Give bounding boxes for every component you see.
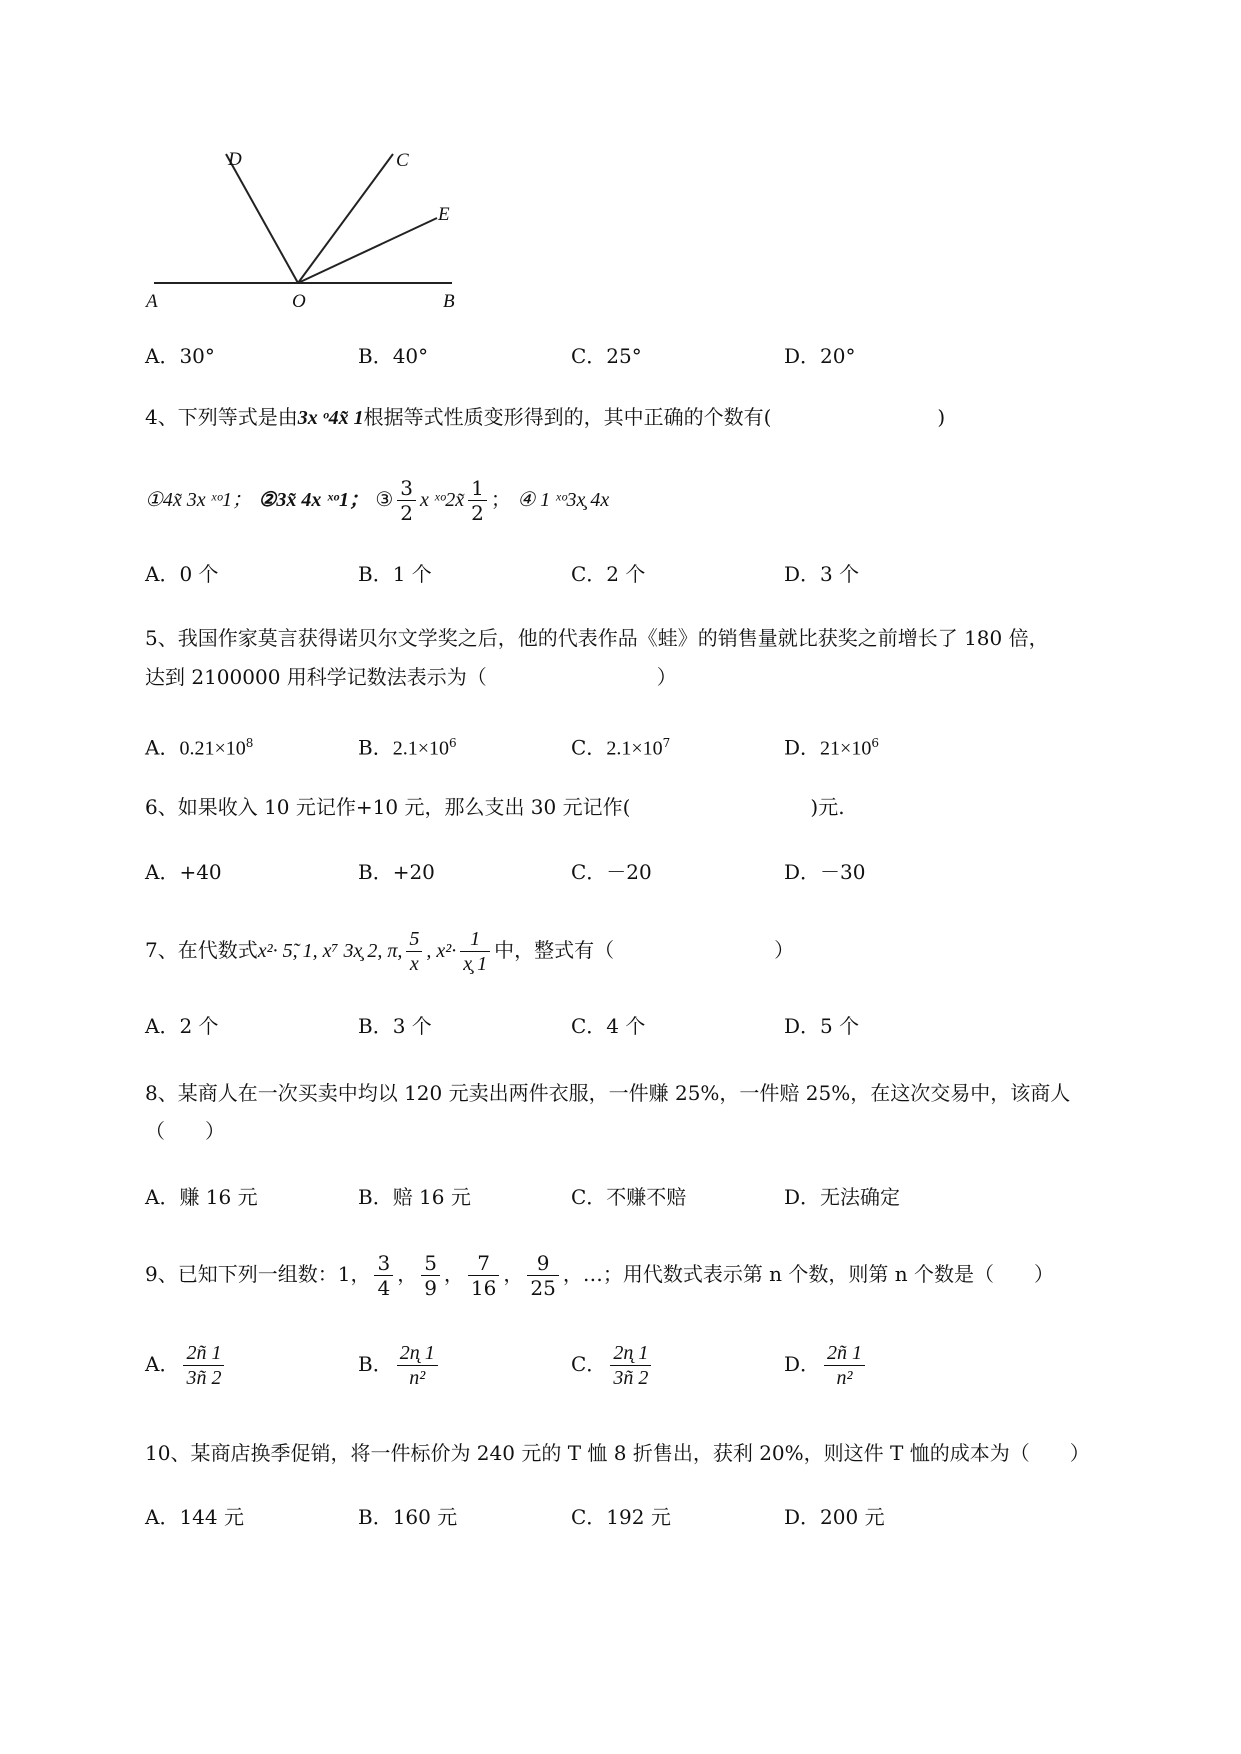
- q6-option-a: A．+40: [145, 860, 222, 884]
- q5-option-b: B．$2.1\times 10^6$: [358, 735, 457, 760]
- q8-option-c: C．不赚不赔: [571, 1185, 687, 1209]
- q10-option-d: D．200 元: [784, 1505, 885, 1529]
- q10-option-b: B．160 元: [358, 1505, 458, 1529]
- q3-option-a: A．30°: [145, 344, 215, 368]
- q6-stem: 6、如果收入 10 元记作+10 元，那么支出 30 元记作( )元.: [145, 795, 845, 819]
- q10-option-c: C．192 元: [571, 1505, 671, 1529]
- q9-option-b: B． $\frac{2n̨ 1}{\text{n²}}$: [358, 1338, 442, 1390]
- label-E: E: [438, 204, 450, 225]
- q8-option-a: A．赚 16 元: [145, 1185, 258, 1209]
- q4-option-c: C．2 个: [571, 562, 646, 586]
- q4-option-a: A．0 个: [145, 562, 219, 586]
- q4-stem: 4、下列等式是由3x ᵒ4x̃ 1根据等式性质变形得到的，其中正确的个数有( ): [145, 405, 946, 429]
- q5-line1: 5、我国作家莫言获得诺贝尔文学奖之后，他的代表作品《蛙》的销售量就比获奖之前增长了 180 倍，: [145, 626, 1049, 650]
- q10-option-a: A．144 元: [145, 1505, 244, 1529]
- q9-option-a: A． $\frac{2ñ 1}{3ñ 2}$: [145, 1338, 228, 1390]
- q8-line1: 8、某商人在一次买卖中均以 120 元卖出两件衣服，一件赚 25%，一件赔 25%，在这次交易中，该商人: [145, 1081, 1071, 1105]
- q9-option-c: C． $\frac{2n̨ 1}{3ñ 2}$: [571, 1338, 655, 1390]
- q4-items: ①4x̃ 3x ˣᵒ1； ②3x̃ 4x ˣᵒ1； ③ $\frac{3}{2}$ x ˣᵒ2x̃ $\frac{1}{2}$ ； ④ 1 ˣᵒ3x̧ 4x: [145, 476, 610, 525]
- q5-option-a: A．$0.21\times 10^8$: [145, 735, 254, 760]
- q10-stem: 10、某商店换季促销，将一件标价为 240 元的 T 恤 8 折售出，获利 20%，则这件 T 恤的成本为（ ）: [145, 1441, 1090, 1465]
- label-O: O: [292, 291, 306, 310]
- q4-option-d: D．3 个: [784, 562, 860, 586]
- q7-option-d: D．5 个: [784, 1014, 860, 1038]
- q7-stem: 7、在代数式x²· 5̃, 1, x⁷ 3x̧ 2, π, $\frac{5}{x}$ , x²· $\frac{1}{x̧ 1}$ 中，整式有（ ）: [145, 928, 795, 975]
- q6-option-c: C．－20: [571, 860, 652, 884]
- ray-OD: [226, 154, 298, 283]
- label-A: A: [146, 291, 158, 310]
- q7-option-a: A．2 个: [145, 1014, 219, 1038]
- q7-option-b: B．3 个: [358, 1014, 432, 1038]
- q5-line2: 达到 2100000 用科学记数法表示为（ ）: [145, 665, 677, 689]
- q6-option-d: D．－30: [784, 860, 866, 884]
- q8-line2: （ ）: [145, 1119, 225, 1143]
- q3-option-b: B．40°: [358, 344, 429, 368]
- q9-option-d: D． $\frac{2ñ 1}{\text{n²}}$: [784, 1338, 869, 1390]
- angle-figure: [140, 140, 470, 310]
- q6-option-b: B．+20: [358, 860, 435, 884]
- label-B: B: [443, 291, 455, 310]
- ray-OE: [298, 218, 437, 283]
- q8-option-d: D．无法确定: [784, 1185, 901, 1209]
- q3-option-c: C．25°: [571, 344, 642, 368]
- q8-option-b: B．赔 16 元: [358, 1185, 471, 1209]
- q7-option-c: C．4 个: [571, 1014, 646, 1038]
- q5-option-c: C．$2.1\times 10^7$: [571, 735, 671, 760]
- label-D: D: [228, 149, 242, 170]
- q9-stem: 9、已知下列一组数：1， $\frac{3}{4}$ ， $\frac{5}{9}$ ， $\frac{7}{16}$ ， $\frac{9}{25}$ ，…；用代数式表示第 n 个数，则第 n 个数是（ ）: [145, 1251, 1055, 1300]
- ray-OC: [298, 154, 393, 283]
- label-C: C: [396, 150, 409, 171]
- q4-option-b: B．1 个: [358, 562, 432, 586]
- q3-option-d: D．20°: [784, 344, 856, 368]
- q5-option-d: D．$21\times 10^6$: [784, 735, 879, 760]
